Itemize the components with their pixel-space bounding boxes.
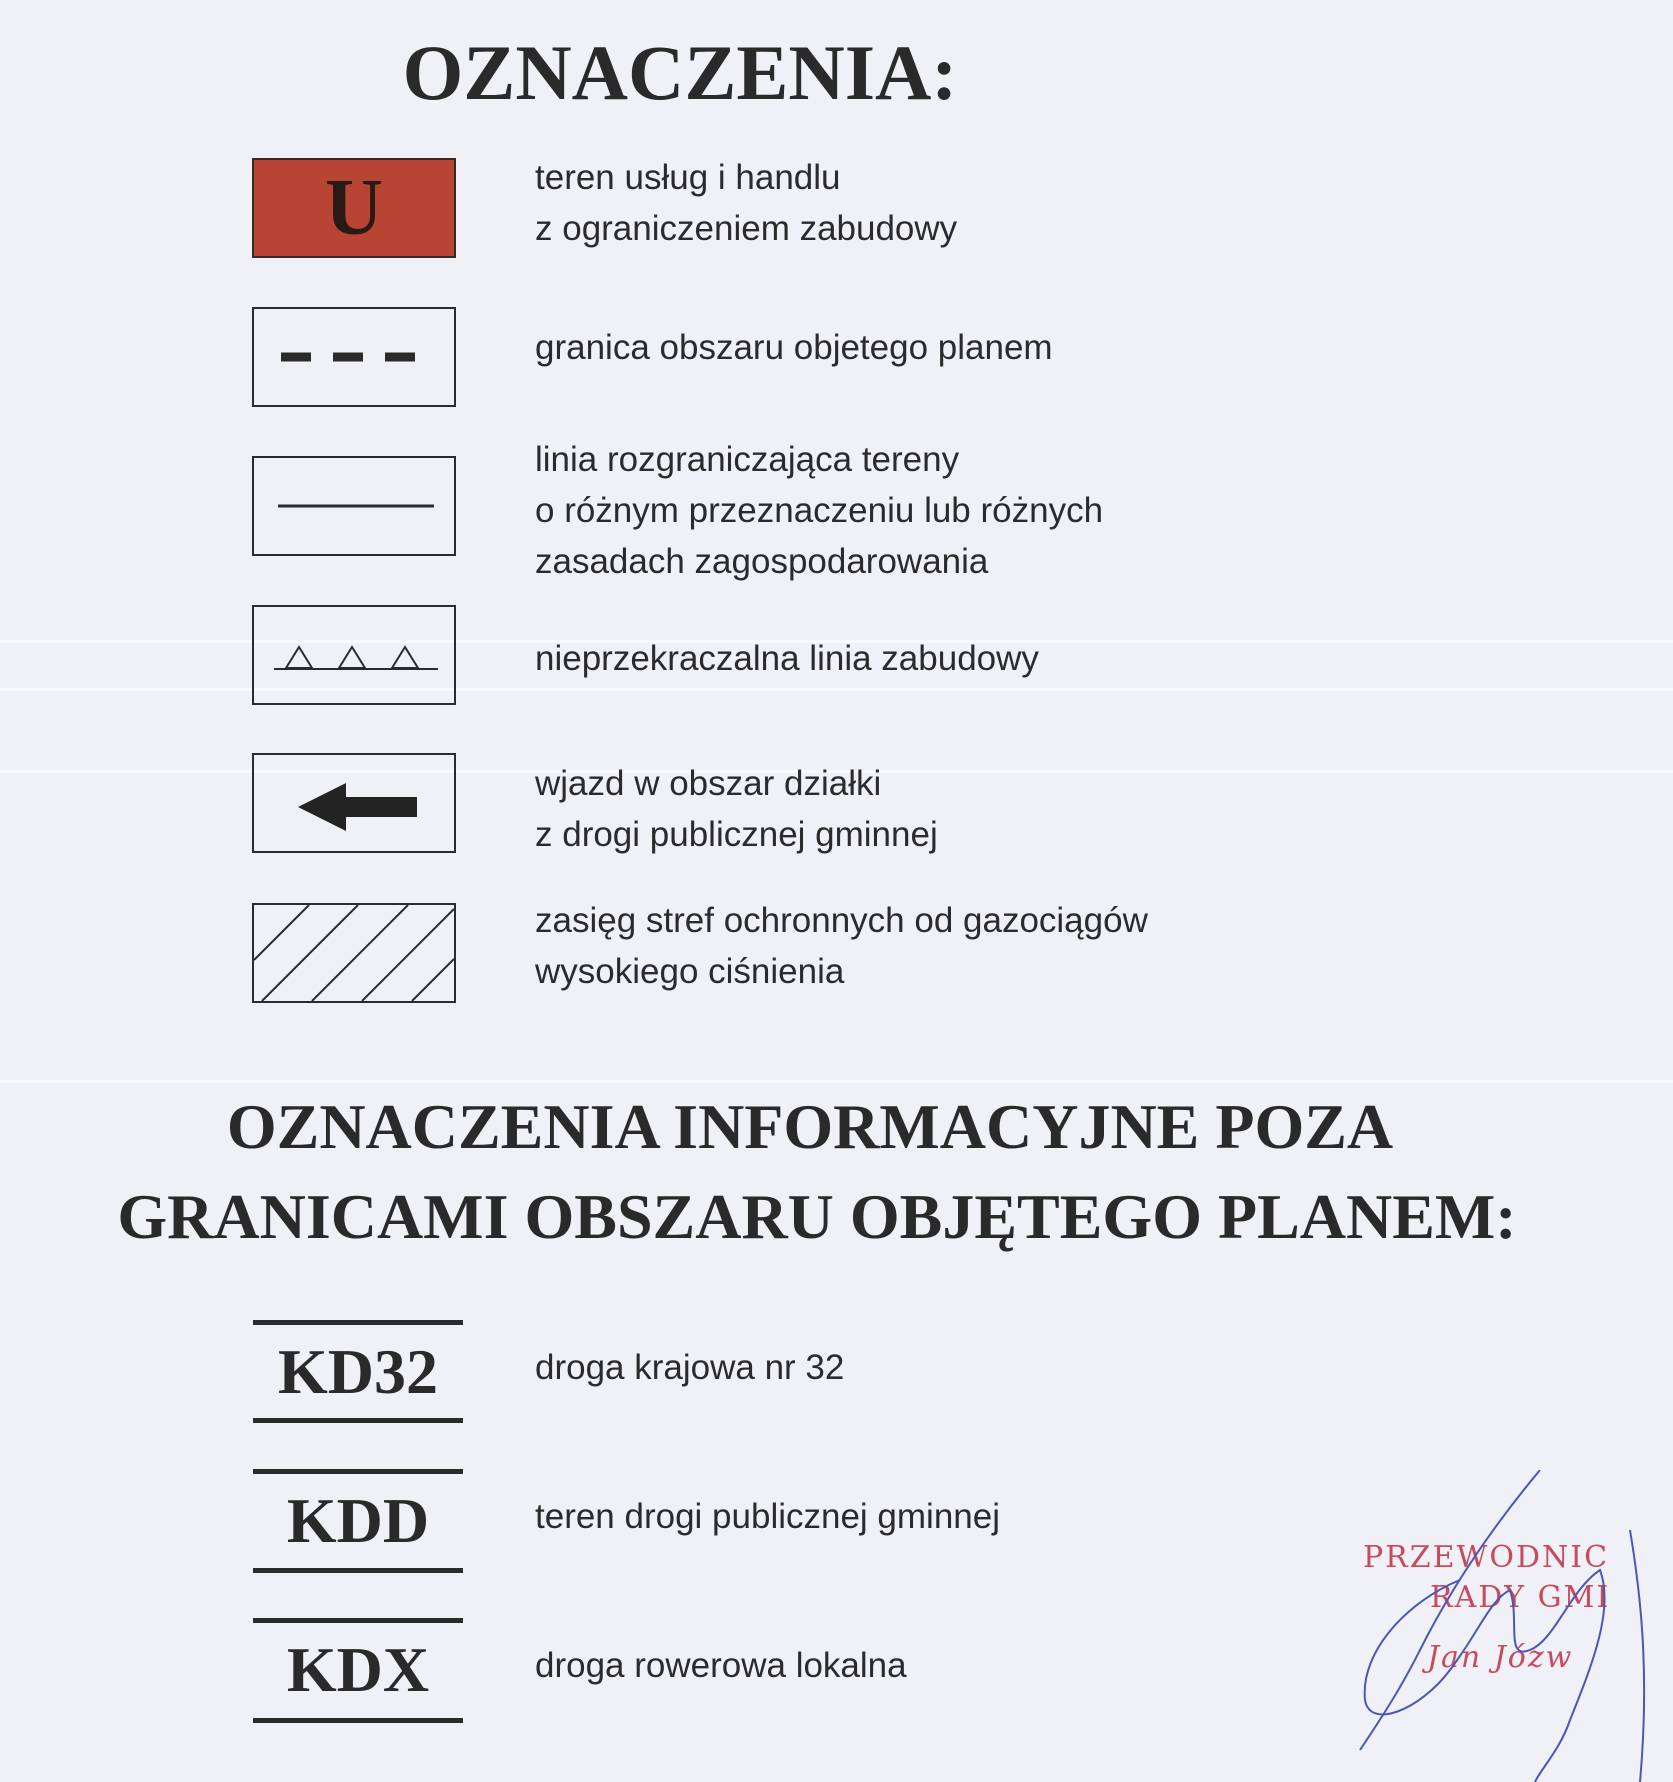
legend-text-line: linia rozgraniczająca tereny — [535, 440, 960, 479]
road-code-kd32: KD32 — [278, 1336, 438, 1407]
legend-text-line: o różnym przeznaczeniu lub różnych — [535, 491, 1104, 530]
legend-text-line: teren usług i handlu — [535, 158, 841, 197]
triangles-line-icon — [254, 607, 454, 703]
legend-description-solid — [535, 434, 1103, 587]
section-title-line-1: OZNACZENIA INFORMACYJNE POZA — [226, 1091, 1394, 1162]
legend-symbol-gas-zone — [252, 903, 456, 1003]
scan-artifact — [0, 688, 1673, 691]
legend-symbol-solid-line — [252, 456, 456, 556]
legend-text-line: z drogi publicznej gminnej — [535, 815, 938, 854]
stamp-line-3: Jan Józw — [1427, 1640, 1574, 1675]
stamp-line-2: RADY GMI — [1430, 1580, 1611, 1615]
page-title: OZNACZENIA: — [402, 29, 958, 116]
legend-symbol-u — [252, 158, 456, 258]
legend-text-line: wysokiego ciśnienia — [535, 952, 845, 991]
road-rule-bottom — [253, 1418, 463, 1423]
legend-text-line: zasadach zagospodarowania — [535, 542, 989, 581]
legend-text-line: z ograniczeniem zabudowy — [535, 209, 958, 248]
legend-symbol-dashed-line — [252, 307, 456, 407]
legend-text-line: wjazd w obszar działki — [535, 764, 882, 803]
legend-description-gas-zone — [535, 895, 1148, 997]
dashed-line-icon — [254, 309, 454, 405]
solid-line-icon — [254, 458, 454, 554]
road-rule-top — [253, 1469, 463, 1474]
legend-description-dashed — [535, 322, 1053, 373]
legend-symbol-entrance — [252, 753, 456, 853]
section-title-line-2: GRANICAMI OBSZARU OBJĘTEGO PLANEM: — [117, 1181, 1517, 1252]
road-label-kdd: teren drogi publicznej gminnej — [535, 1497, 1000, 1536]
road-label-kdx: droga rowerowa lokalna — [535, 1646, 907, 1685]
legend-symbol-building-line — [252, 605, 456, 705]
legend-text-line: granica obszaru objetego planem — [535, 328, 1053, 367]
road-rule-top — [253, 1320, 463, 1325]
road-rule-bottom — [253, 1568, 463, 1573]
road-code-kdd: KDD — [286, 1485, 430, 1556]
road-rule-bottom — [253, 1718, 463, 1723]
legend-description-entrance — [535, 758, 938, 860]
road-code-kdx: KDX — [286, 1634, 430, 1705]
legend-text-line: zasięg stref ochronnych od gazociągów — [535, 901, 1148, 940]
legend-description-building-line — [535, 633, 1039, 684]
u-letter: U — [325, 163, 383, 252]
arrow-left-icon — [254, 755, 454, 851]
hatch-icon — [254, 905, 454, 1001]
signature-image — [1340, 1470, 1673, 1782]
legend-text-line: nieprzekraczalna linia zabudowy — [535, 639, 1039, 678]
road-rule-top — [253, 1618, 463, 1623]
road-label-kd32: droga krajowa nr 32 — [535, 1348, 845, 1387]
stamp-line-1: PRZEWODNIC — [1363, 1540, 1610, 1575]
legend-description-u — [535, 152, 957, 254]
